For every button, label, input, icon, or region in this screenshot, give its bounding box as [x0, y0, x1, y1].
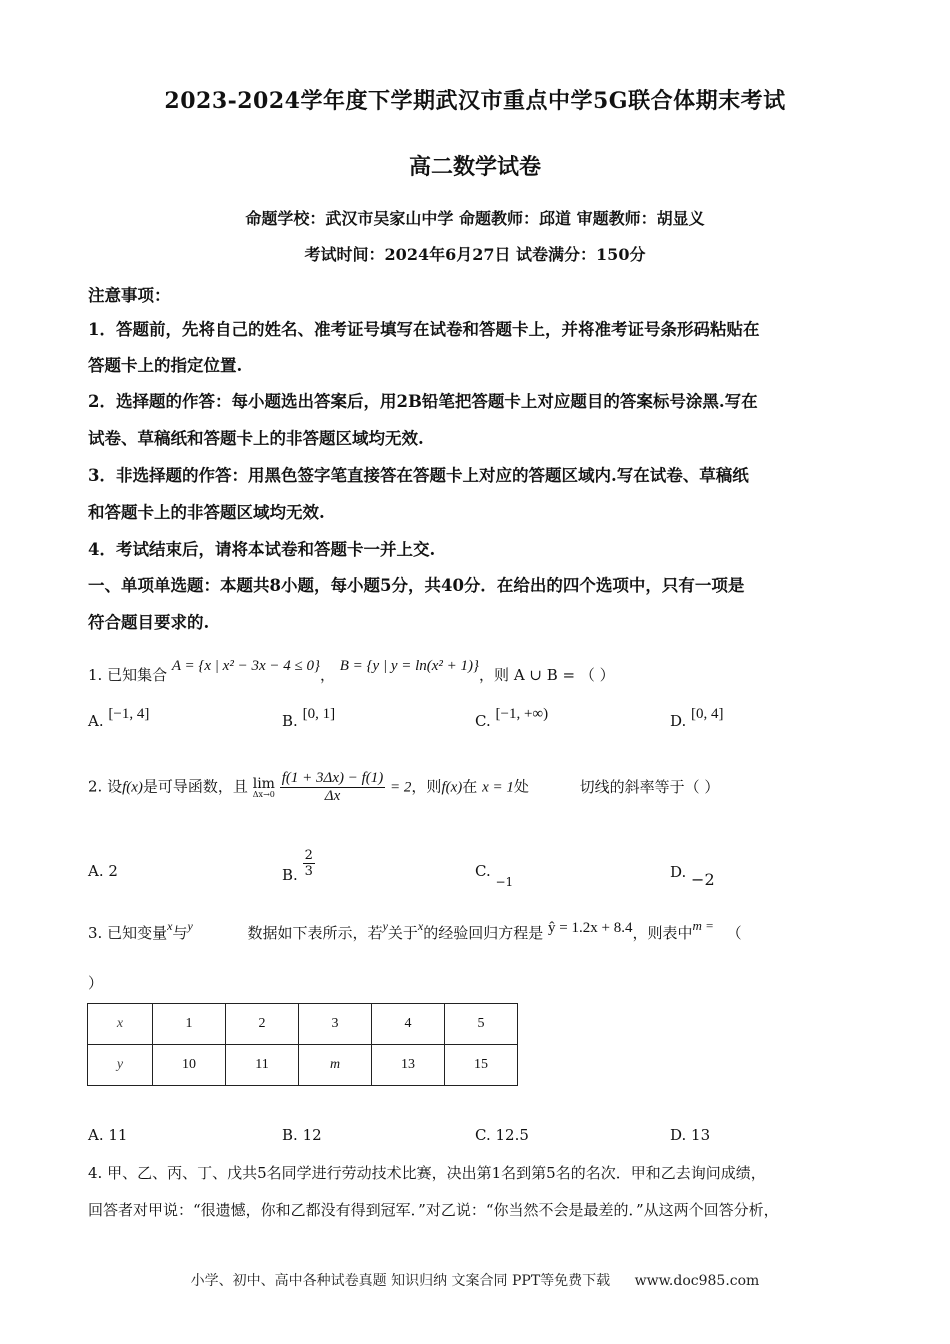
option-value: 11 [108, 1126, 128, 1144]
question-2 [88, 770, 868, 805]
q2-point: x = 1 [482, 779, 514, 796]
option-value: 13 [691, 1126, 711, 1144]
q3-x2: x [417, 919, 424, 933]
option-label: D. [670, 863, 687, 881]
table-cell: 10 [153, 1045, 226, 1086]
section1-line-a: 一、单项单选题：本题共8小题，每小题5分，共40分．在给出的四个选项中，只有一项是 [88, 576, 745, 595]
option-label: C. [475, 1126, 491, 1144]
option-label: C. [475, 862, 491, 880]
table-head-y: y [88, 1045, 153, 1086]
q1-option-d[interactable] [670, 706, 724, 731]
q2-tail: 切线的斜率等于（ ） [579, 777, 720, 796]
q1-option-b[interactable] [282, 706, 336, 731]
option-label: A. [88, 862, 104, 880]
q3-option-c[interactable] [475, 1126, 529, 1144]
q3-tail: ，则表中 [632, 924, 693, 942]
q3-prefix: 3. 已知变量 [88, 924, 168, 942]
table-cell: 11 [226, 1045, 299, 1086]
table-row [88, 1045, 518, 1086]
table-cell: 4 [372, 1004, 445, 1045]
q3-data-table [87, 1003, 518, 1086]
q2-limit [253, 777, 275, 799]
q3-x: x [167, 919, 173, 933]
q3-y: y [187, 919, 193, 933]
footer-url[interactable]: www.doc985.com [634, 1273, 760, 1289]
q2-at: 在 [462, 777, 478, 796]
fraction-num: 2 [304, 848, 313, 863]
table-cell: 13 [372, 1045, 445, 1086]
note-4: 4．考试结束后，请将本试卷和答题卡一并上交. [88, 540, 436, 559]
option-value: [−1, 4] [108, 706, 150, 722]
q1-set-a: A = {x | x² − 3x − 4 ≤ 0} [171, 658, 320, 674]
option-label: C. [475, 712, 491, 730]
q3-paren-close: ） [88, 974, 104, 992]
notes-heading: 注意事项： [88, 286, 171, 305]
option-label: A. [88, 712, 104, 730]
q2-mid: 是可导函数，且 [142, 777, 248, 796]
question-1 [88, 658, 868, 685]
note-1a: 1．答题前，先将自己的姓名、准考证号填写在试卷和答题卡上，并将准考证号条形码粘贴在 [88, 320, 760, 339]
q2-fx: f(x) [122, 779, 143, 796]
q3-equation: ŷ = 1.2x + 8.4 [548, 920, 633, 936]
q1-option-a[interactable] [88, 706, 150, 731]
option-label: B. [282, 865, 298, 884]
q1-prefix: 1. 已知集合 [88, 666, 168, 684]
q2-option-d[interactable] [670, 862, 715, 889]
table-row [88, 1004, 518, 1045]
option-label: D. [670, 712, 687, 730]
table-cell: m [299, 1045, 372, 1086]
q2-then: ，则 [411, 777, 442, 796]
q3-mid2: 的经验回归方程是 [423, 924, 544, 942]
note-3a: 3．非选择题的作答：用黑色签字笔直接答在答题卡上对应的答题区域内.写在试卷、草稿纸 [88, 466, 749, 485]
option-label: B. [282, 712, 298, 730]
option-value: 12.5 [495, 1126, 529, 1144]
q2-eq: = 2 [390, 779, 412, 796]
option-value: 12 [302, 1126, 322, 1144]
q3-paren-open: （ [726, 924, 742, 942]
lim-text: lim [252, 775, 275, 792]
table-head-x: x [88, 1004, 153, 1045]
q2-denominator: Δx [324, 788, 341, 804]
exam-title: 2023-2024学年度下学期武汉市重点中学5G联合体期末考试 [164, 88, 786, 114]
q3-about: 关于 [387, 924, 418, 942]
q4-line-a: 4. 甲、乙、丙、丁、戊共5名同学进行劳动技术比赛，决出第1名到第5名的名次．甲和乙去询问成绩， [88, 1164, 766, 1182]
option-label: B. [282, 1126, 298, 1144]
section1-line-b: 符合题目要求的. [88, 613, 210, 632]
q2-numerator: f(1 + 3Δx) − f(1) [281, 770, 384, 786]
table-cell: 3 [299, 1004, 372, 1045]
table-cell: 15 [445, 1045, 518, 1086]
q3-y2: y [382, 919, 388, 933]
question-3 [88, 918, 868, 943]
q2-fx2: f(x) [441, 779, 463, 796]
q2-place: 处 [513, 777, 529, 796]
q1-sep: ， [319, 666, 335, 684]
note-2b: 试卷、草稿纸和答题卡上的非答题区域均无效. [88, 429, 424, 448]
table-cell: 5 [445, 1004, 518, 1045]
option-value: [−1, +∞) [495, 706, 549, 722]
exam-time-score: 考试时间：2024年6月27日 试卷满分：150分 [304, 245, 646, 264]
note-3b: 和答题卡上的非答题区域均无效. [88, 503, 325, 522]
exam-subtitle: 高二数学试卷 [408, 154, 541, 180]
q3-option-a[interactable] [88, 1126, 127, 1144]
option-label: D. [670, 1126, 687, 1144]
q1-suffix: ，则 A ∪ B = （ ） [479, 666, 615, 684]
footer-text: 小学、初中、高中各种试卷真题 知识归纳 文案合同 PPT等免费下载 [190, 1273, 611, 1289]
option-label: A. [88, 1126, 104, 1144]
option-fraction [303, 848, 315, 879]
q4-line-b: 回答者对甲说：“很遗憾，你和乙都没有得到冠军．”对乙说：“你当然不会是最差的．”从这两个回答分析， [88, 1201, 779, 1219]
lim-sub: Δx→0 [252, 789, 275, 799]
q3-option-b[interactable] [282, 1126, 322, 1144]
option-value: 2 [108, 862, 118, 880]
q3-m: m = [692, 918, 714, 933]
q2-option-a[interactable] [88, 862, 118, 880]
option-value: [0, 4] [691, 706, 724, 722]
q1-set-b: B = {y | y = ln(x² + 1)} [339, 658, 480, 674]
q1-option-c[interactable] [475, 706, 549, 731]
q3-option-d[interactable] [670, 1126, 710, 1144]
q2-option-b[interactable] [282, 848, 315, 884]
option-value: −2 [691, 870, 715, 889]
fraction-den: 3 [304, 864, 313, 879]
note-2a: 2．选择题的作答：每小题选出答案后，用2B铅笔把答题卡上对应题目的答案标号涂黑.写在 [88, 392, 758, 411]
option-value: [0, 1] [302, 706, 336, 722]
q2-option-c[interactable] [475, 862, 514, 889]
table-cell: 1 [153, 1004, 226, 1045]
exam-authors: 命题学校：武汉市吴家山中学 命题教师：邱道 审题教师：胡显义 [245, 209, 705, 228]
option-value: −1 [495, 875, 514, 889]
q2-prefix: 2. 设 [88, 777, 123, 796]
note-1b: 答题卡上的指定位置. [88, 356, 243, 375]
q3-mid: 数据如下表所示，若 [247, 924, 383, 942]
page-footer [0, 1270, 950, 1290]
q3-and: 与 [172, 924, 188, 942]
table-cell: 2 [226, 1004, 299, 1045]
q2-fraction [280, 770, 386, 805]
